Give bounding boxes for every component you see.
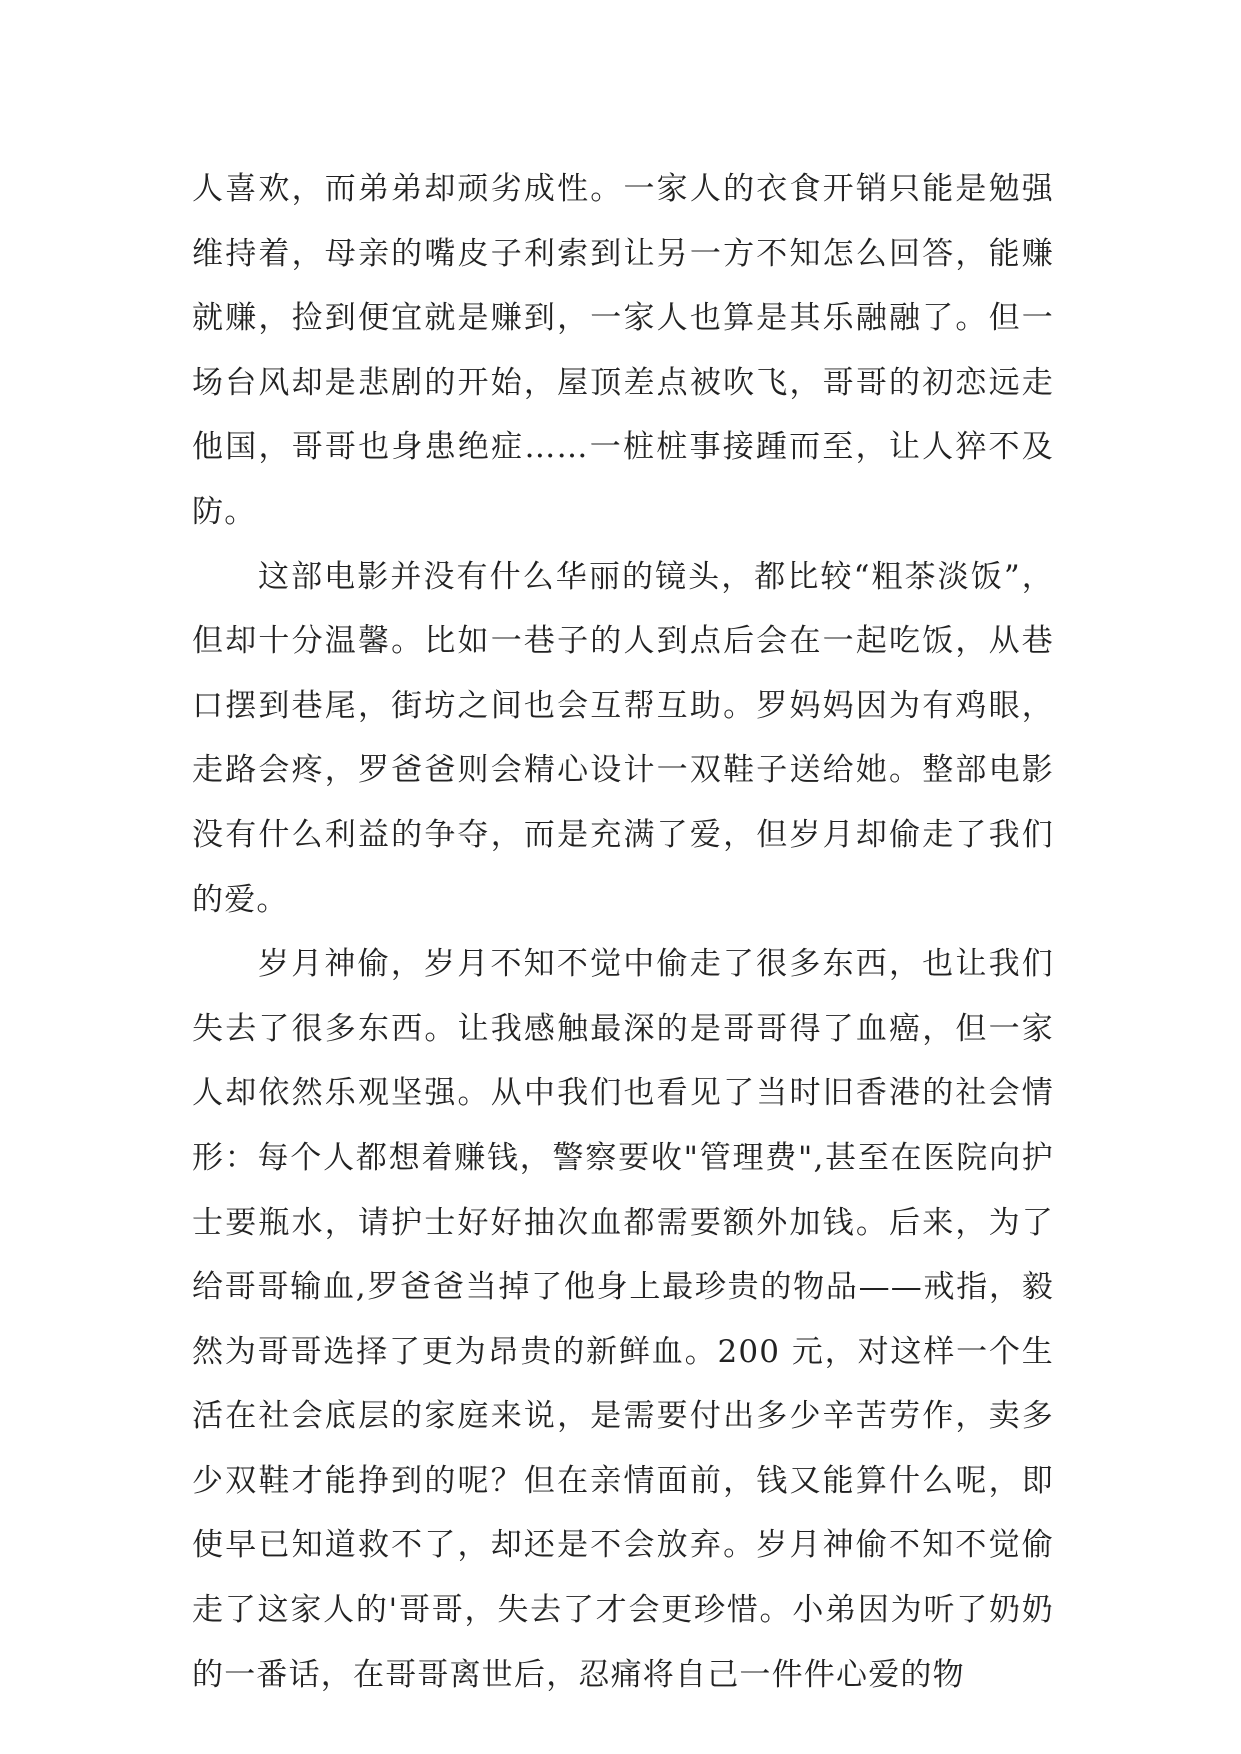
paragraph-2: 这部电影并没有什么华丽的镜头，都比较“粗茶淡饭”，但却十分温馨。比如一巷子的人到点后会在一起吃饭，从巷口摆到巷尾，街坊之间也会互帮互助。罗妈妈因为有鸡眼，走路会疼，罗爸爸则会精心设计一双鞋子送给她。整部电影没有什么利益的争夺，而是充满了爱，但岁月却偷走了我们的爱。 <box>192 558 1054 918</box>
paragraph-3: 岁月神偷，岁月不知不觉中偷走了很多东西，也让我们失去了很多东西。让我感触最深的是哥哥得了血癌，但一家人却依然乐观坚强。从中我们也看见了当时旧香港的社会情形：每个人都想着赚钱，警察要收"管理费",甚至在医院向护士要瓶水，请护士好好抽次血都需要额外加钱。后来，为了给哥哥输血,罗爸爸当掉了他身上最珍贵的物品——戒指，毅然为哥哥选择了更为昂贵的新鲜血。200 元，对这样一个生活在社会底层的家庭来说，是需要付出多少辛苦劳作，卖多少双鞋才能挣到的呢？但在亲情面前，钱又能算什么呢，即使早已知道救不了，却还是不会放弃。岁月神偷不知不觉偷走了这家人的'哥哥，失去了才会更珍惜。小弟因为听了奶奶的一番话，在哥哥离世后，忍痛将自己一件件心爱的物 <box>192 946 1054 1693</box>
document-page <box>192 157 1054 1707</box>
paragraph-1: 人喜欢，而弟弟却顽劣成性。一家人的衣食开销只能是勉强维持着，母亲的嘴皮子利索到让另一方不知怎么回答，能赚就赚，捡到便宜就是赚到，一家人也算是其乐融融了。但一场台风却是悲剧的开始，屋顶差点被吹飞，哥哥的初恋远走他国，哥哥也身患绝症……一桩桩事接踵而至，让人猝不及防。 <box>192 171 1054 530</box>
